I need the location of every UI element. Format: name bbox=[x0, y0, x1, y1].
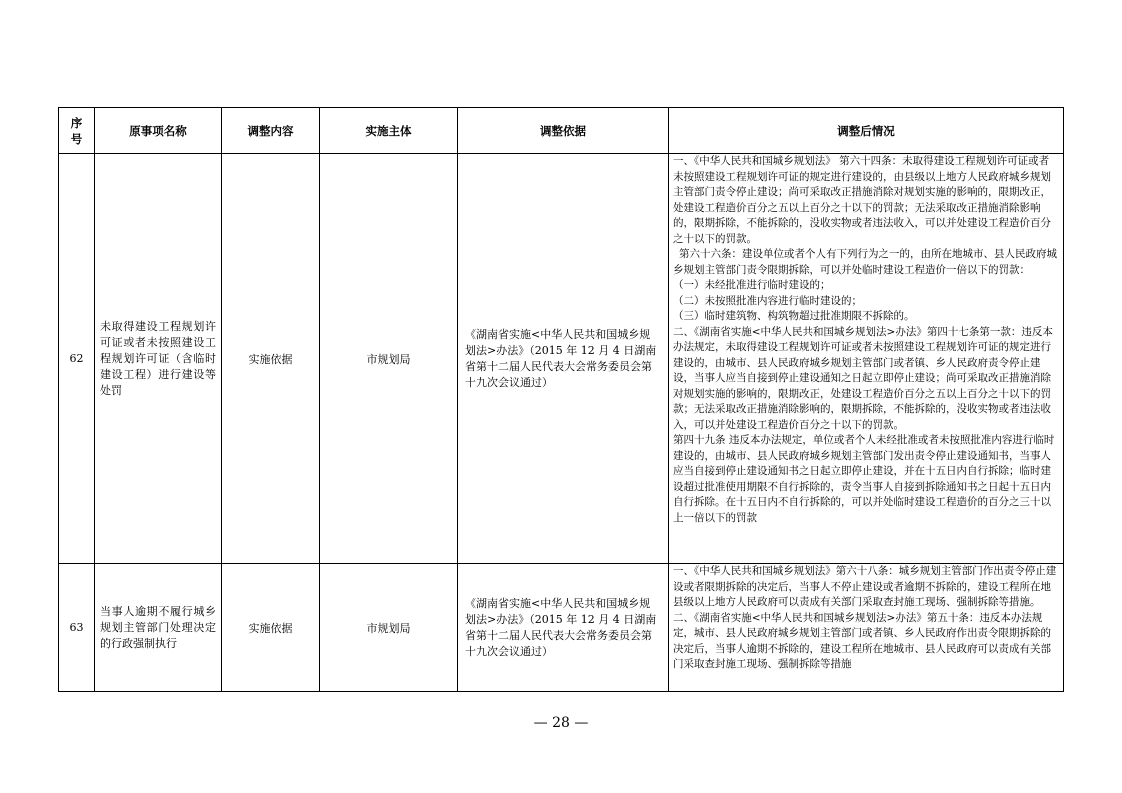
after-paragraph: 一、《中华人民共和国城乡规划法》第六十八条：城乡规划主管部门作出责令停止建设或者限期拆除的决定后，当事人不停止建设或者逾期不拆除的，建设工程所在地县级以上地方人民政府可以责成有关部门采取查封施工现场、强制拆除等措施。 bbox=[673, 565, 1057, 608]
implementing-body: 市规划局 bbox=[320, 154, 458, 564]
after-paragraph: 一、《中华人民共和国城乡规划法》 第六十四条：未取得建设工程规划许可证或者未按照建设工程规划许可证的规定进行建设的，由县级以上地方人民政府城乡规划主管部门责令停止建设；尚可采取改正措施消除对规划实施的影响的，限期改正，处建设工程造价百分之五以上百分之十以下的罚款；无法采取改正措施消除影响的，限期拆除，不能拆除的，没收实物或者违法收入，可以并处建设工程造价百分之十以下的罚款。 bbox=[673, 155, 1051, 245]
header-subject: 实施主体 bbox=[320, 108, 458, 154]
after-paragraph: 第六十六条：建设单位或者个人有下列行为之一的，由所在地城市、县人民政府城乡规划主管部门责令限期拆除，可以并处临时建设工程造价一倍以下的罚款： bbox=[673, 248, 1057, 276]
row-number: 63 bbox=[59, 564, 95, 692]
adjusted-situation bbox=[669, 154, 1064, 564]
item-name: 未取得建设工程规划许可证或者未按照建设工程规划许可证（含临时建设工程）进行建设等处罚 bbox=[95, 154, 222, 564]
page-number: — 28 — bbox=[533, 715, 589, 731]
adjust-content: 实施依据 bbox=[222, 564, 320, 692]
implementing-body: 市规划局 bbox=[320, 564, 458, 692]
header-after: 调整后情况 bbox=[669, 108, 1064, 154]
header-basis: 调整依据 bbox=[458, 108, 669, 154]
header-name: 原事项名称 bbox=[95, 108, 222, 154]
row-number: 62 bbox=[59, 154, 95, 564]
after-paragraph: 第四十九条 违反本办法规定，单位或者个人未经批准或者未按照批准内容进行临时建设的，由城市、县人民政府城乡规划主管部门发出责令停止建设通知书，当事人应当自接到停止建设通知书之日起立即停止建设，并在十五日内自行拆除；临时建设超过批准使用期限不自行拆除的，责令当事人自接到拆除通知书之日起十五日内自行拆除。在十五日内不自行拆除的，可以并处临时建设工程造价的百分之三十以上一倍以下的罚款 bbox=[673, 434, 1055, 524]
adjust-basis: 《湖南省实施<中华人民共和国城乡规划法>办法》（2015 年 12 月 4 日湖南省第十二届人民代表大会常务委员会第十九次会议通过） bbox=[458, 154, 669, 564]
table-header-row bbox=[59, 108, 1064, 154]
table-row bbox=[59, 564, 1064, 692]
after-paragraph: （一）未经批准进行临时建设的； bbox=[673, 279, 831, 291]
after-paragraph: 二、《湖南省实施<中华人民共和国城乡规划法>办法》第五十条：违反本办法规定，城市、县人民政府城乡规划主管部门或者镇、乡人民政府作出责令限期拆除的决定后，当事人逾期不拆除的，建设工程所在地城市、县人民政府可以责成有关部门采取查封施工现场、强制拆除等措施 bbox=[673, 611, 1051, 670]
adjusted-situation bbox=[669, 564, 1064, 692]
after-paragraph: （三）临时建筑物、构筑物超过批准期限不拆除的。 bbox=[673, 310, 915, 322]
header-no: 序号 bbox=[59, 108, 95, 154]
item-name: 当事人逾期不履行城乡规划主管部门处理决定的行政强制执行 bbox=[95, 564, 222, 692]
after-paragraph: （二）未按照批准内容进行临时建设的； bbox=[673, 294, 862, 307]
table-row bbox=[59, 154, 1064, 564]
adjust-basis: 《湖南省实施<中华人民共和国城乡规划法>办法》（2015 年 12 月 4 日湖南省第十二届人民代表大会常务委员会第十九次会议通过） bbox=[458, 564, 669, 692]
adjust-content: 实施依据 bbox=[222, 154, 320, 564]
regulation-table bbox=[58, 107, 1064, 692]
after-paragraph: 二、《湖南省实施<中华人民共和国城乡规划法>办法》第四十七条第一款：违反本办法规定，未取得建设工程规划许可证或者未按照建设工程规划许可证的规定进行建设的，由城市、县人民政府城乡规划主管部门或者镇、乡人民政府责令停止建设，当事人应当自接到停止建设通知之日起立即停止建设；尚可采取改正措施消除对规划实施的影响的，限期改正，处建设工程造价百分之五以上百分之十以下的罚款；无法采取改正措施消除影响的，限期拆除，不能拆除的，没收实物或者违法收入，可以并处建设工程造价百分之十以下的罚款。 bbox=[673, 325, 1053, 431]
header-content: 调整内容 bbox=[222, 108, 320, 154]
